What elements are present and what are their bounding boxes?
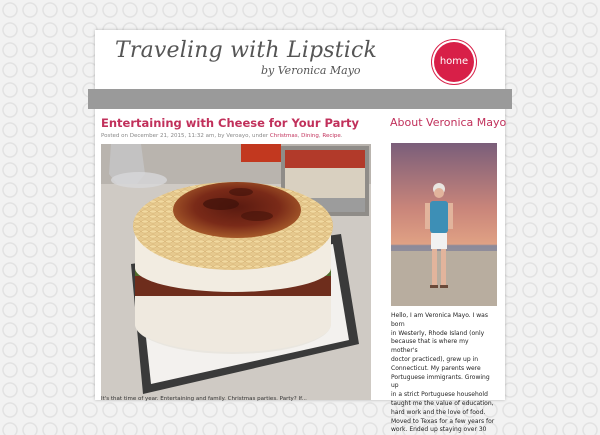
home-button[interactable]: home (434, 42, 474, 82)
post-meta-suffix: . (340, 133, 343, 139)
about-photo[interactable] (391, 143, 497, 306)
main-content (101, 116, 371, 402)
about-line: Hello, I am Veronica Mayo. I was born (391, 312, 488, 328)
about-text (391, 312, 497, 435)
about-line: work. Ended up staying over 30 (391, 426, 487, 434)
nav-bar (88, 89, 512, 109)
post-title[interactable]: Entertaining with Cheese for Your Party (101, 116, 360, 130)
about-line: Moved to Texas for a few years for (391, 417, 495, 425)
about-line: Portuguese immigrants. Growing up (391, 373, 490, 390)
post-excerpt: It's that time of year. Entertaining and family. Christmas parties. Party? If... (101, 396, 307, 402)
post-meta: Posted on December 21, 2015, 11:32 am, by Veroayo, under Christmas, Dining, Recipe. (101, 133, 343, 139)
category-link-recipe[interactable]: Recipe (322, 133, 341, 139)
about-line: doctor practiced), grew up in (391, 355, 479, 363)
about-line: in Westerly, Rhode Island (only (391, 329, 485, 337)
sidebar (390, 116, 507, 434)
about-line: Connecticut. My parents were (391, 364, 481, 372)
site-header (95, 30, 505, 90)
about-line: because that is where my mother's (391, 338, 469, 355)
category-link-dining[interactable]: Dining (301, 133, 319, 139)
site-byline: by Veronica Mayo (261, 64, 361, 77)
post-meta-prefix: Posted on December 21, 2015, 11:32 am, by Veroayo, under (101, 133, 269, 139)
about-line: taught me the value of education, (391, 399, 494, 407)
category-link-christmas[interactable]: Christmas (269, 133, 298, 139)
about-line: in a strict Portuguese household (391, 391, 488, 399)
about-widget-title: About Veronica Mayo (390, 116, 507, 129)
about-line: hard work and the love of food. (391, 408, 486, 416)
page-container (95, 30, 507, 434)
post-image[interactable] (101, 144, 371, 400)
site-title[interactable]: Traveling with Lipstick (115, 38, 378, 63)
